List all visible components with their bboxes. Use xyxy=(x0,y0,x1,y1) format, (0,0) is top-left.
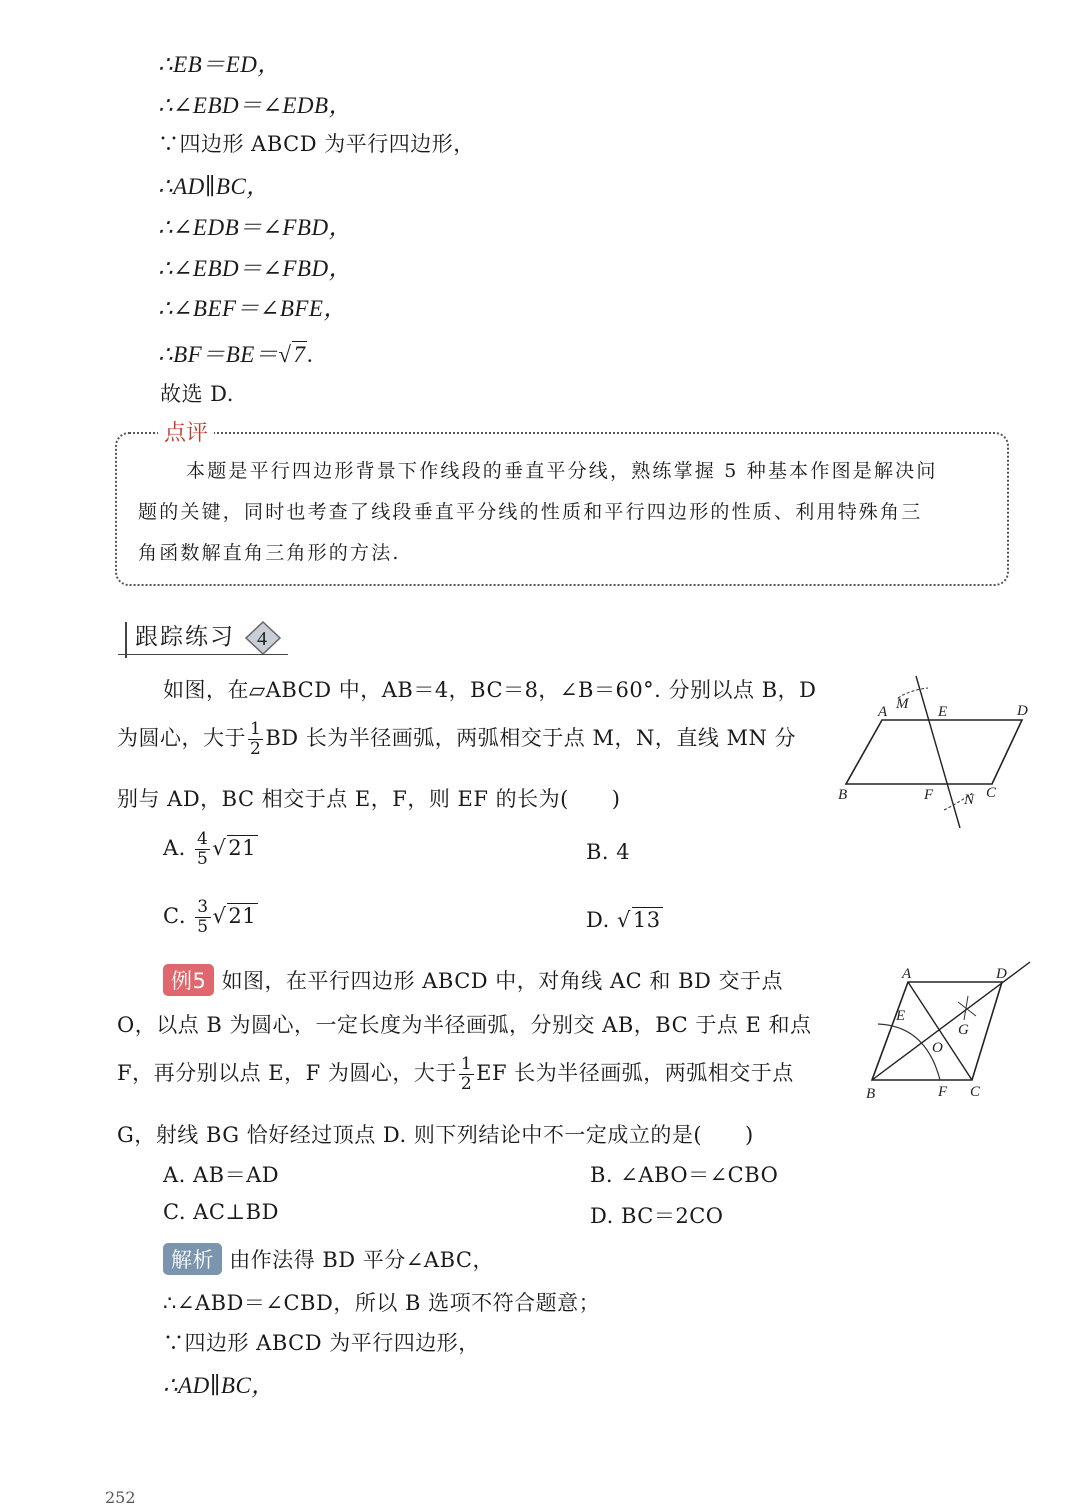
practice-q-line-2-pre: 为圆心，大于 xyxy=(117,726,246,750)
practice-q-line-2 xyxy=(117,720,796,759)
proof-line-8-radicand: 7 xyxy=(293,342,306,367)
proof-line-3: ∵四边形 ABCD 为平行四边形， xyxy=(158,132,475,156)
label-c: C xyxy=(986,785,997,801)
example-line-3-pre: F，再分别以点 E，F 为圆心，大于 xyxy=(117,1061,457,1085)
practice-option-a-fraction xyxy=(195,830,210,869)
practice-option-d-radicand: 13 xyxy=(632,908,661,932)
proof-line-8-suffix: . xyxy=(307,342,314,367)
example-option-d: D. BC＝2CO xyxy=(590,1204,724,1228)
label-a: A xyxy=(878,704,888,720)
example-line-1 xyxy=(163,964,783,996)
proof-line-4: ∴AD∥BC， xyxy=(158,174,270,199)
practice-heading-bar xyxy=(125,622,127,658)
example-option-c: C. AC⊥BD xyxy=(163,1200,279,1224)
example-line-3 xyxy=(117,1055,794,1094)
example-line-4: G，射线 BG 恰好经过顶点 D. 则下列结论中不一定成立的是( ) xyxy=(117,1123,754,1147)
comment-line-2: 题的关键，同时也考查了线段垂直平分线的性质和平行四边形的性质、利用特殊角三 xyxy=(138,501,923,523)
practice-option-a-num: 4 xyxy=(197,829,209,849)
practice-option-a-label: A. xyxy=(163,836,186,860)
ex-label-o: O xyxy=(932,1040,943,1056)
ex-label-b: B xyxy=(866,1086,876,1102)
analysis-line-1 xyxy=(163,1243,494,1275)
practice-q-line-3: 别与 AD，BC 相交于点 E，F，则 EF 的长为( ) xyxy=(117,787,621,811)
practice-option-a-den: 5 xyxy=(197,849,209,869)
practice-title-text: 跟踪练习 xyxy=(135,624,235,650)
proof-line-8-prefix: ∴BF＝BE＝ xyxy=(158,342,279,367)
practice-option-d: D. √13 xyxy=(586,908,661,932)
ex-label-g: G xyxy=(958,1022,969,1038)
label-n: N xyxy=(964,792,975,808)
label-f: F xyxy=(924,787,934,803)
practice-title xyxy=(135,618,282,656)
practice-option-a: A. $\frac{4}{5}$ √21 xyxy=(163,829,256,869)
example-line-3-post: EF 长为半径画弧，两弧相交于点 xyxy=(476,1061,794,1085)
practice-q-frac-num: 1 xyxy=(250,719,262,739)
ex-label-d: D xyxy=(996,966,1007,982)
practice-option-c: C. $\frac{3}{5}$ √21 xyxy=(163,897,257,937)
practice-option-c-num: 3 xyxy=(197,897,209,917)
practice-option-a-radicand: 21 xyxy=(228,836,256,860)
practice-option-d-label: D. xyxy=(586,908,610,932)
parallelogram-abcd xyxy=(846,720,1022,784)
practice-q-line-1: 如图，在▱ABCD 中，AB＝4，BC＝8，∠B＝60°. 分别以点 B，D xyxy=(163,678,817,702)
proof-line-8: ∴BF＝BE＝√7. xyxy=(158,342,314,367)
practice-q-fraction xyxy=(248,720,263,759)
label-e: E xyxy=(938,704,948,720)
analysis-line-1-text: 由作法得 BD 平分∠ABC， xyxy=(229,1248,494,1272)
analysis-line-4: ∴AD∥BC， xyxy=(163,1373,275,1398)
ex-label-f: F xyxy=(938,1084,948,1100)
practice-heading-rule xyxy=(118,654,288,655)
example-frac-num: 1 xyxy=(460,1054,473,1074)
example-figure xyxy=(860,960,1040,1105)
analysis-line-3: ∵四边形 ABCD 为平行四边形， xyxy=(163,1331,480,1355)
proof-line-7: ∴∠BEF＝∠BFE， xyxy=(158,296,347,321)
label-d: D xyxy=(1017,703,1028,719)
page-number: 252 xyxy=(105,1488,136,1507)
practice-option-b: B. 4 xyxy=(586,840,631,864)
label-b: B xyxy=(838,787,848,803)
ex-label-c: C xyxy=(970,1084,981,1100)
practice-option-c-fraction xyxy=(195,898,210,937)
proof-line-5: ∴∠EDB＝∠FBD， xyxy=(158,215,353,240)
example-frac-den: 2 xyxy=(460,1074,473,1094)
analysis-line-2: ∴∠ABD＝∠CBD，所以 B 选项不符合题意； xyxy=(163,1291,601,1315)
ex-label-e: E xyxy=(896,1008,906,1024)
example-badge: 例5 xyxy=(163,964,214,996)
example-fraction xyxy=(459,1055,474,1094)
analysis-badge: 解析 xyxy=(163,1243,222,1275)
practice-figure xyxy=(832,668,1032,833)
comment-line-3: 角函数解直角三角形的方法. xyxy=(138,542,401,564)
example-line-1-text: 如图，在平行四边形 ABCD 中，对角线 AC 和 BD 交于点 xyxy=(221,969,784,993)
example-option-a: A. AB＝AD xyxy=(163,1163,280,1187)
practice-number-diamond xyxy=(244,620,282,656)
example-line-2: O，以点 B 为圆心，一定长度为半径画弧，分别交 AB，BC 于点 E 和点 xyxy=(117,1013,812,1037)
answer-line: 故选 D. xyxy=(160,382,234,406)
example-option-b: B. ∠ABO＝∠CBO xyxy=(590,1163,779,1187)
practice-q-frac-den: 2 xyxy=(250,739,262,759)
practice-option-c-radicand: 21 xyxy=(228,904,257,928)
proof-line-6: ∴∠EBD＝∠FBD， xyxy=(158,256,353,281)
comment-title: 点评 xyxy=(158,416,214,447)
comment-line-1: 本题是平行四边形背景下作线段的垂直平分线，熟练掌握 5 种基本作图是解决问 xyxy=(186,460,938,482)
ex-label-a: A xyxy=(902,966,912,982)
proof-line-1: ∴EB＝ED， xyxy=(158,52,281,77)
proof-line-2: ∴∠EBD＝∠EDB， xyxy=(158,93,353,118)
practice-number: 4 xyxy=(257,628,270,650)
practice-option-c-label: C. xyxy=(163,904,186,928)
practice-option-c-den: 5 xyxy=(197,917,209,937)
label-m: M xyxy=(896,696,909,712)
practice-q-line-2-post: BD 长为半径画弧，两弧相交于点 M，N，直线 MN 分 xyxy=(265,726,797,750)
